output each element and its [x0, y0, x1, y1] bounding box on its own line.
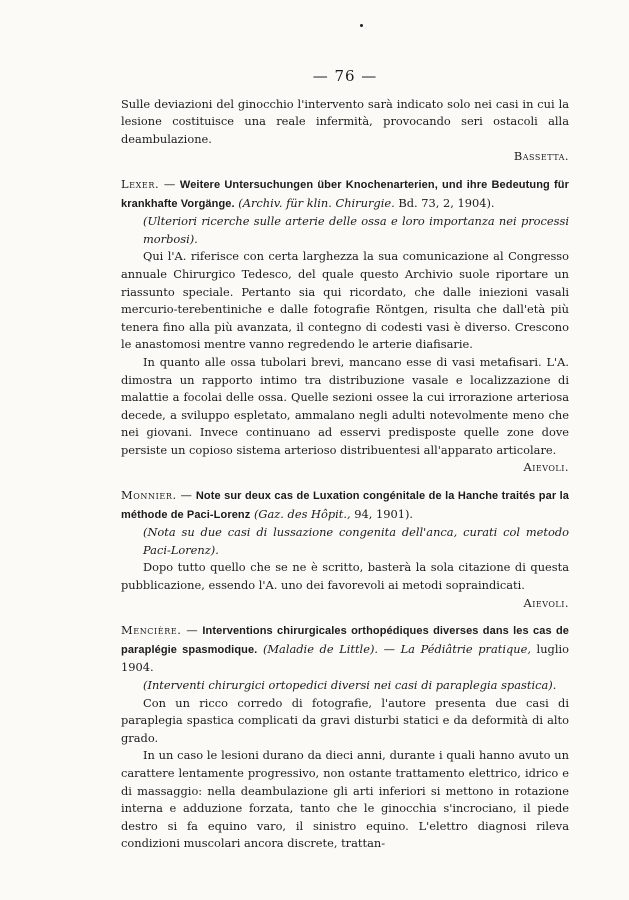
- lexer-translation: (Ulteriori ricerche sulle arterie delle ossa e loro importanza nei processi morbosi).: [143, 214, 569, 246]
- menciere-citation: (Maladie de Little). — La Pédiâtrie pratique,: [262, 641, 531, 656]
- review-monnier: [121, 487, 569, 612]
- monnier-citation: (Gaz. des Hôpit.,: [253, 506, 351, 521]
- intro-paragraph: Sulle deviazioni del ginocchio l'intervento sarà indicato solo nei casi in cui la lesione costituisce una reale infermità, provocando seri ostacoli alla deambulazione.: [121, 96, 569, 146]
- lexer-citation: (Archiv. für klin. Chirurgie.: [238, 195, 395, 210]
- lexer-paragraph-1: Qui l'A. riferisce con certa larghezza la sua comunicazione al Congresso annuale Chirurgico Tedesco, del quale questo Archivio suole riportare un riassunto speciale. Pertanto sia qui ricordato, che dalle iniezioni vasali mercurio-terebentiniche e dalle fotografie Röntgen, risulta che dall'età più tenera fino alla più avanzata, il contegno di codesti vasi è diverso. Crescono le anastomosi mentre vanno regredendo le arterie diafisarie.: [121, 249, 569, 352]
- monnier-dash: —: [176, 488, 196, 503]
- lexer-title: Weitere Untersuchungen über Knochenarterien, und ihre Bedeutung für krankhafte Vorgänge.: [121, 178, 569, 210]
- menciere-paragraph-1: Con un ricco corredo di fotografie, l'autore presenta due casi di paraplegia spastica complicati da gravi disturbi statici e da deformità di alto grado.: [121, 695, 569, 745]
- menciere-heading: [121, 622, 569, 677]
- monnier-translation: (Nota su due casi di lussazione congenita dell'anca, curati col metodo Paci-Lorenz).: [143, 525, 569, 557]
- monnier-author: Monnier.: [121, 488, 177, 503]
- menciere-citation-rest: luglio 1904.: [121, 641, 569, 675]
- menciere-translation: (Interventi chirurgici ortopedici diversi nei casi di paraplegia spastica).: [143, 678, 557, 692]
- review-lexer: [121, 176, 569, 477]
- ink-speck: [360, 24, 363, 27]
- monnier-signature: Aievoli.: [523, 595, 569, 610]
- lexer-dash: —: [159, 176, 180, 191]
- lexer-citation-rest: Bd. 73, 2, 1904).: [394, 195, 495, 210]
- menciere-title: Interventions chirurgicales orthopédiques diverses dans les cas de paraplégie spasmodique.: [121, 625, 569, 656]
- monnier-heading: [121, 487, 569, 524]
- lexer-heading: [121, 176, 569, 213]
- page-number: — 76 —: [312, 67, 378, 85]
- review-menciere: [121, 622, 569, 853]
- intro-signature: Bassetta.: [513, 149, 569, 164]
- monnier-title: Note sur deux cas de Luxation congénitale de la Hanche traités par la méthode de Paci-Lorenz: [121, 490, 569, 521]
- monnier-citation-rest: 94, 1901).: [350, 506, 414, 521]
- menciere-author: Mencière.: [121, 623, 182, 638]
- lexer-paragraph-2: In quanto alle ossa tubolari brevi, mancano esse di vasi metafisari. L'A. dimostra un rapporto intimo tra distribuzione vasale e localizzazione di malattie a focolai delle ossa. Quelle sezioni ossee la cui irrorazione arteriosa decede, a sviluppo espletato, ammalano negli adulti notevolmente meno che nei giovani. Invece continuano ad esservi predisposte quelle zone dove persiste un copioso sistema arterioso distribuentesi all'apparato articolare.: [121, 354, 569, 457]
- menciere-dash: —: [181, 623, 203, 638]
- monnier-paragraph-1: Dopo tutto quello che se ne è scritto, basterà la sola citazione di questa pubblicazione, essendo l'A. uno dei favorevoli ai metodi sopraindicati.: [121, 560, 569, 593]
- page-body: [121, 30, 569, 853]
- lexer-signature: Aievoli.: [523, 460, 569, 475]
- lexer-author: Lexer.: [121, 176, 160, 191]
- menciere-paragraph-2: In un caso le lesioni durano da dieci anni, durante i quali hanno avuto un carattere lentamente progressivo, non ostante trattamento elettrico, idrico e di massaggio: nella deambulazione gli arti inferiori si mettono in rotazione interna e adduzione forzata, tanto che le ginocchia s'incrociano, il piede destro si fa equino varo, il sinistro equino. L'elettro diagnosi rileva condizioni muscolari ancora discrete, trattan-: [121, 748, 569, 851]
